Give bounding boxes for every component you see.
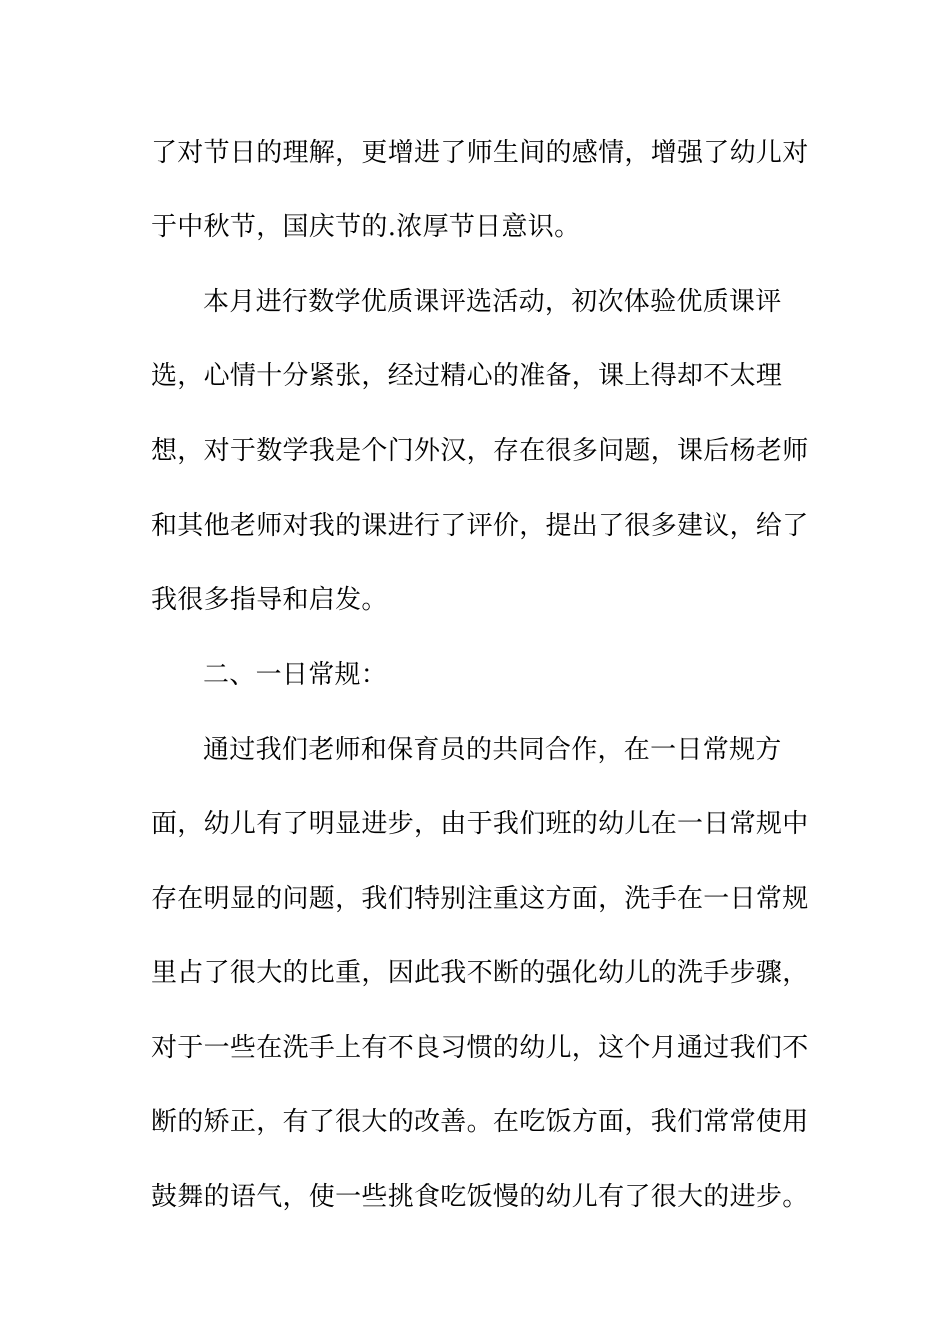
paragraph-line: 面，幼儿有了明显进步，由于我们班的幼儿在一日常规中	[151, 809, 809, 839]
paragraph-line: 通过我们老师和保育员的共同合作，在一日常规方	[203, 735, 782, 765]
paragraph-line: 想，对于数学我是个门外汉，存在很多问题，课后杨老师	[151, 436, 809, 466]
paragraph-line: 存在明显的问题，我们特别注重这方面，洗手在一日常规	[151, 884, 809, 914]
paragraph-line: 鼓舞的语气，使一些挑食吃饭慢的幼儿有了很大的进步。	[151, 1182, 809, 1212]
paragraph-line: 断的矫正，有了很大的改善。在吃饭方面，我们常常使用	[151, 1107, 809, 1137]
paragraph-line: 于中秋节，国庆节的.浓厚节日意识。	[151, 212, 581, 242]
paragraph-line: 我很多指导和启发。	[151, 585, 388, 615]
paragraph-line: 本月进行数学优质课评选活动，初次体验优质课评	[203, 287, 782, 317]
paragraph-line: 里占了很大的比重，因此我不断的强化幼儿的洗手步骤，	[151, 958, 809, 988]
paragraph-line: 选，心情十分紧张，经过精心的准备，课上得却不太理	[151, 361, 783, 391]
paragraph-line: 和其他老师对我的课进行了评价，提出了很多建议，给了	[151, 511, 809, 541]
paragraph-line: 对于一些在洗手上有不良习惯的幼儿，这个月通过我们不	[151, 1033, 809, 1063]
section-heading: 二、一日常规：	[203, 660, 388, 690]
paragraph-line: 了对节日的理解，更增进了师生间的感情，增强了幼儿对	[151, 138, 809, 168]
